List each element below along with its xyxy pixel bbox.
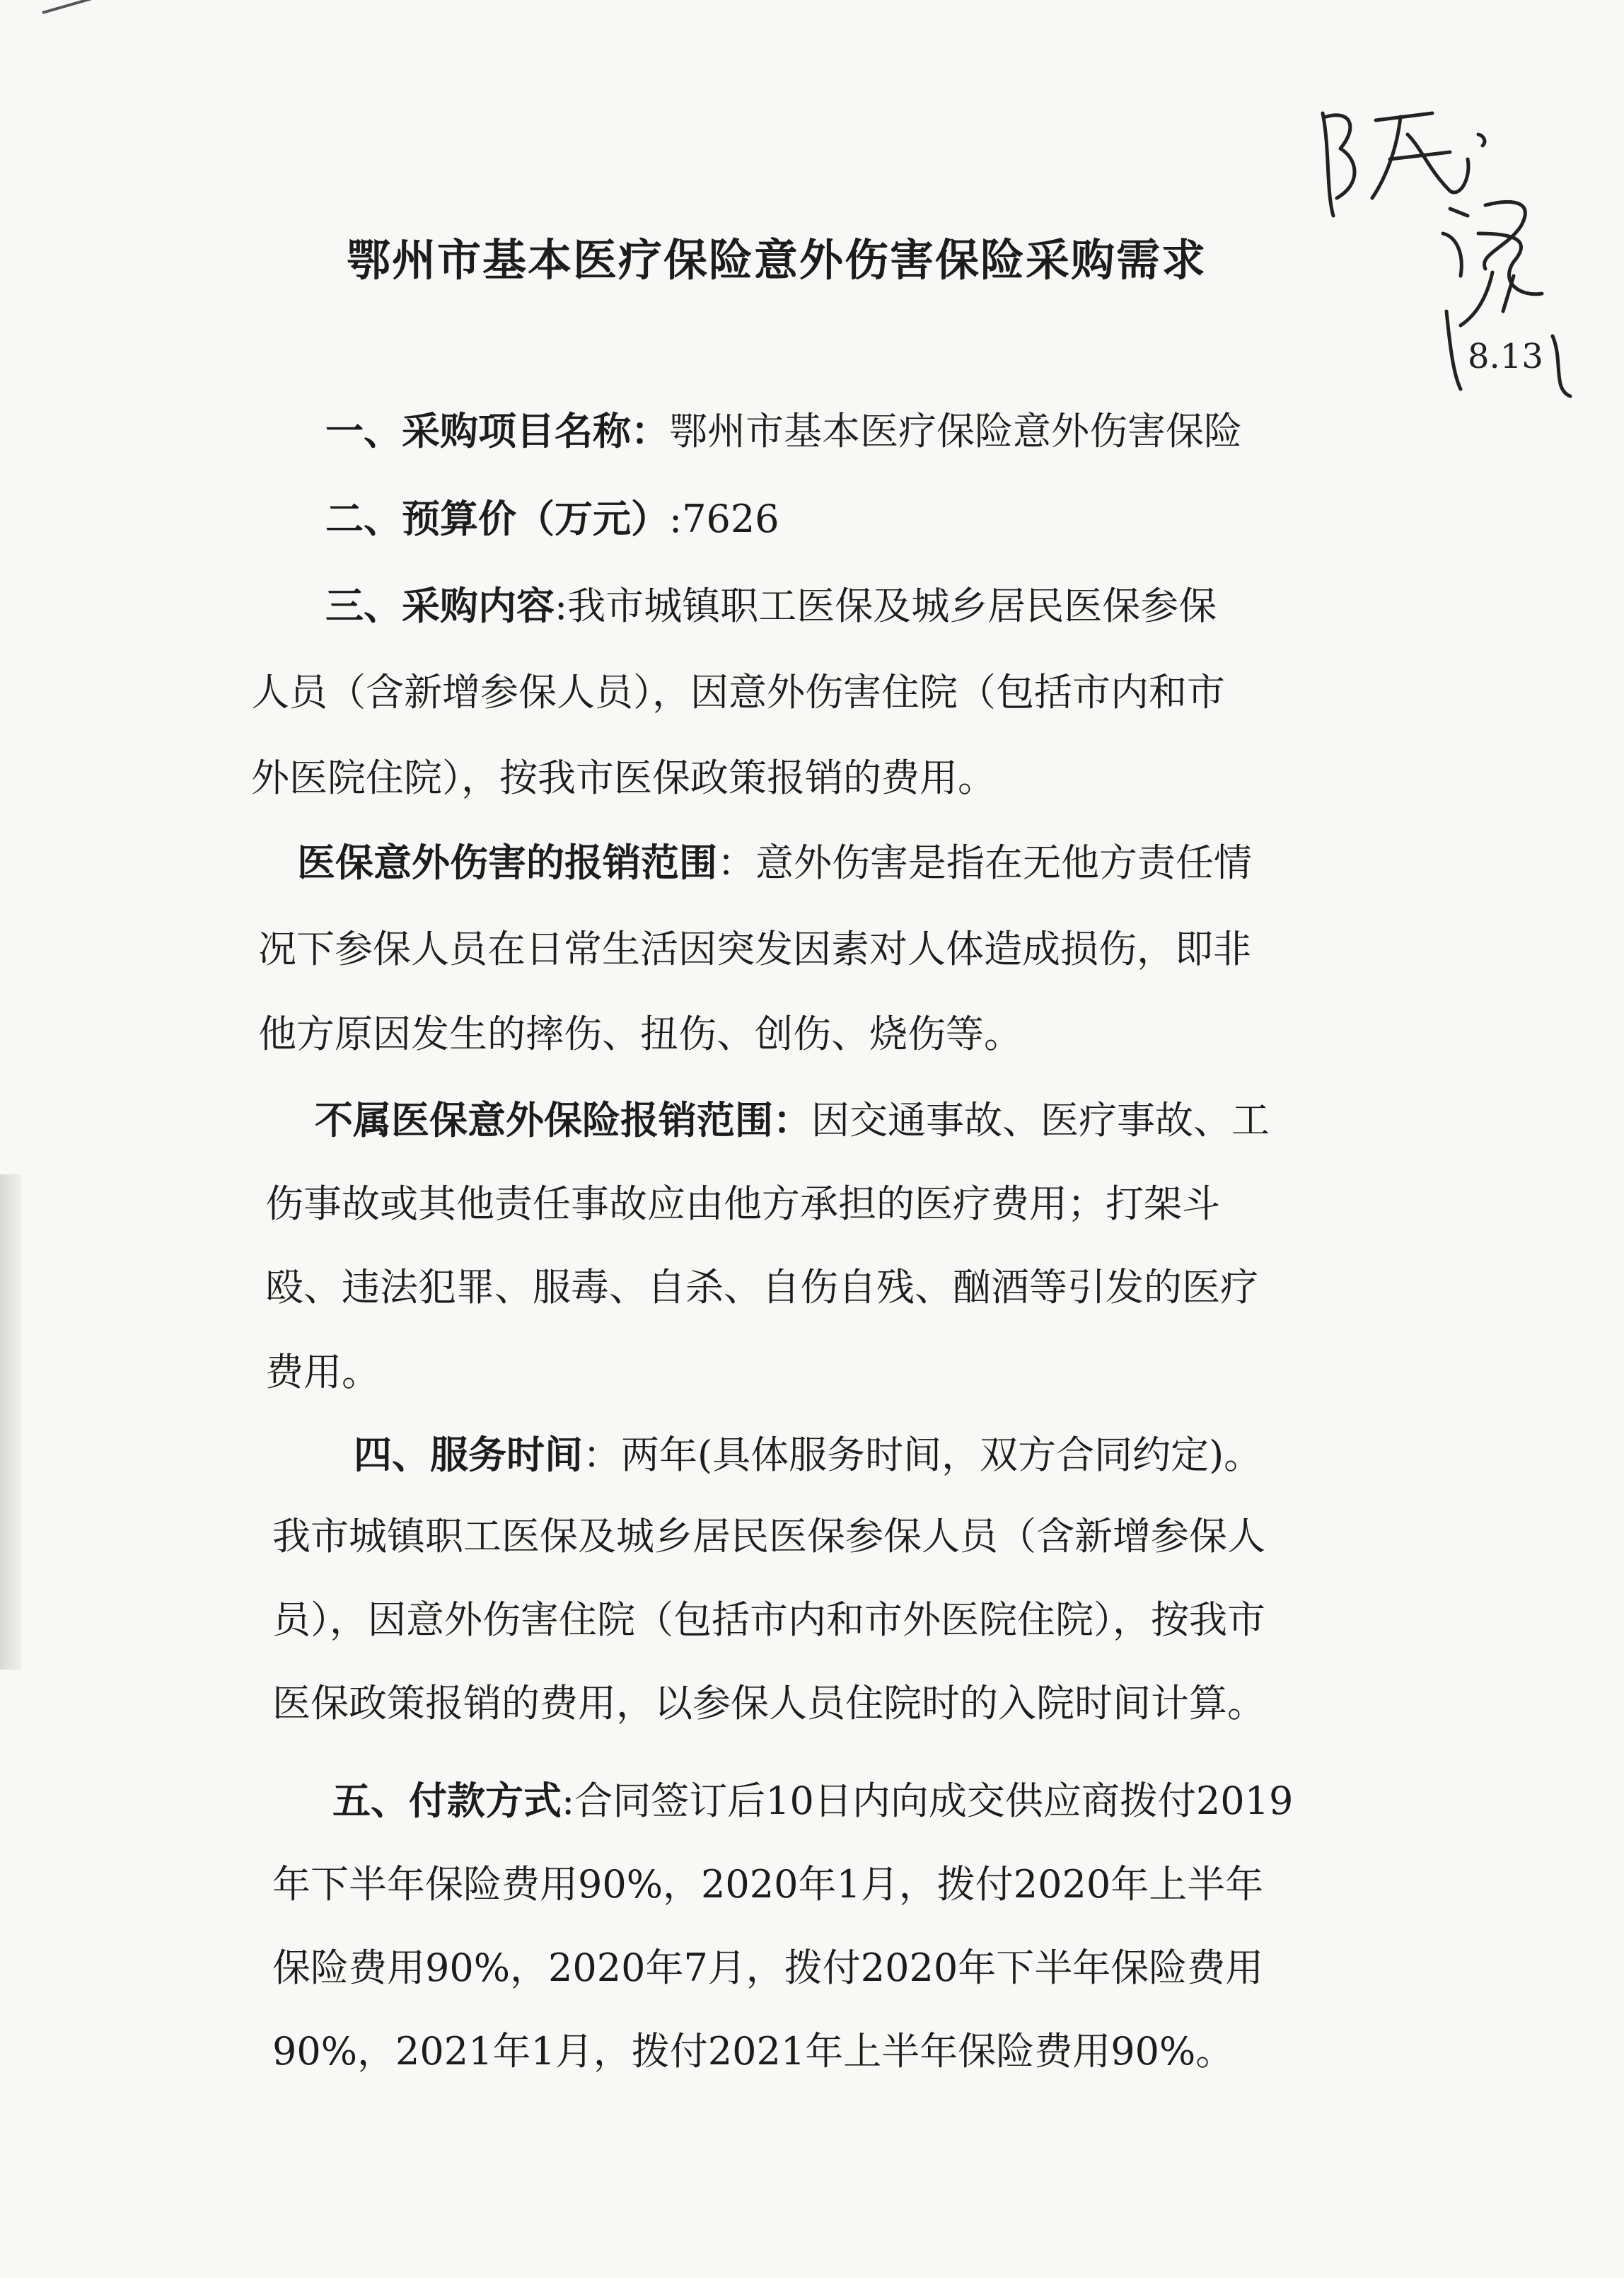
page-edge-shadow — [0, 1174, 21, 1670]
exclusion-scope-line-2: 伤事故或其他责任事故应由他方承担的医疗费用；打架斗 — [265, 1181, 1220, 1226]
section-5-line-4: 90%，2021年1月，拨付2021年上半年保险费用90%。 — [272, 2029, 1234, 2074]
document-title: 鄂州市基本医疗保险意外伤害保险采购需求 — [346, 234, 1207, 286]
exclusion-scope-line-3: 殴、违法犯罪、服毒、自杀、自伤自残、酗酒等引发的医疗 — [265, 1265, 1258, 1309]
section-4-line-3: 员），因意外伤害住院（包括市内和市外医院住院），按我市 — [272, 1597, 1265, 1642]
coverage-scope-line-3: 他方原因发生的摔伤、扭伤、创伤、烧伤等。 — [258, 1012, 1022, 1056]
exclusion-scope-label: 不属医保意外保险报销范围： — [315, 1098, 811, 1143]
section-3-label: 三、采购内容 — [325, 584, 555, 628]
section-1-label: 一、采购项目名称： — [325, 409, 669, 453]
section-5-line-1 — [332, 1779, 1293, 1824]
exclusion-scope-line-1 — [315, 1098, 1270, 1143]
section-3-line-1 — [325, 584, 1217, 629]
section-4-line-4: 医保政策报销的费用，以参保人员住院时的入院时间计算。 — [272, 1681, 1265, 1725]
section-5-line-3: 保险费用90%，2020年7月，拨付2020年下半年保险费用 — [272, 1945, 1264, 1990]
corner-pen-mark — [42, 0, 117, 14]
section-4-line-1 — [354, 1433, 1262, 1478]
section-2-line — [325, 497, 779, 542]
exclusion-scope-text-1: 因交通事故、医疗事故、工 — [811, 1098, 1270, 1143]
section-4-text-1: ：两年(具体服务时间，双方合同约定)。 — [583, 1433, 1263, 1477]
section-5-label: 五、付款方式 — [332, 1779, 562, 1823]
coverage-scope-line-2: 况下参保人员在日常生活因突发因素对人体造成损伤，即非 — [258, 927, 1251, 971]
section-1-line — [325, 409, 1242, 454]
section-5-text-1: :合同签订后10日内向成交供应商拨付2019 — [562, 1779, 1294, 1823]
section-3-text-1: :我市城镇职工医保及城乡居民医保参保 — [555, 584, 1217, 628]
coverage-scope-line-1 — [297, 840, 1252, 886]
section-3-line-3: 外医院住院），按我市医保政策报销的费用。 — [251, 756, 996, 800]
section-2-text: :7626 — [669, 497, 779, 541]
section-5-line-2: 年下半年保险费用90%，2020年1月，拨付2020年上半年 — [272, 1862, 1264, 1907]
section-4-label: 四、服务时间 — [354, 1433, 583, 1477]
section-2-label: 二、预算价（万元） — [325, 497, 669, 541]
coverage-scope-text-1: ：意外伤害是指在无他方责任情 — [717, 840, 1252, 885]
section-1-text: 鄂州市基本医疗保险意外伤害保险 — [669, 409, 1242, 453]
svg-text:8.13: 8.13 — [1468, 337, 1543, 376]
coverage-scope-label: 医保意外伤害的报销范围 — [297, 840, 717, 885]
section-4-line-2: 我市城镇职工医保及城乡居民医保参保人员（含新增参保人 — [272, 1514, 1265, 1559]
section-3-line-2: 人员（含新增参保人员），因意外伤害住院（包括市内和市 — [251, 670, 1225, 715]
exclusion-scope-line-4: 费用。 — [265, 1350, 380, 1394]
